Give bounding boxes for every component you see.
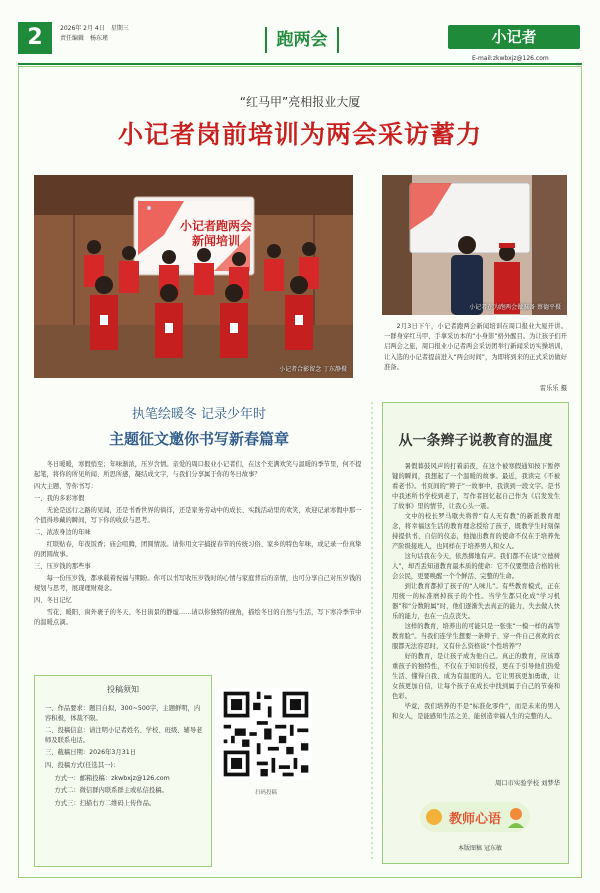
group-photo bbox=[34, 175, 353, 378]
opinion-paragraph: 暑假暮鼓风声的打着前夜，在这个被寒假通知按下暂停键的瞬间，我想起了一个温暖的故事。最近，我读完《不被看老书》。书页间的“辫子”一故事中，我读到一段文字。是书中我述所书学校到老了，写作者回忆起自己作为《启发发生了故事》里的情节，让我心头一震。 bbox=[392, 463, 560, 510]
submission-item: 四、投稿方式(任选其一)： bbox=[45, 761, 120, 769]
opinion-paragraph: 毕竟，我们培养的不是“标准化零件”，而是未来的男人和女人，是能感知生活之美、能创造幸福人生的完整的人。 bbox=[392, 703, 560, 720]
essay-intro: 冬日暖暖，寒假悄至；年味渐浓，压岁含情。亲爱的周口报业小记者们，在这个充满欢笑与温暖的季节里，何不提起笔，将你的所见所闻、所思所感，凝结成文字，与我们分享属于你的冬日故事？ bbox=[34, 461, 362, 478]
interview-photo-illustration bbox=[382, 175, 567, 315]
news-brief: 2月3日下午，小记者跑两会新闻培训在周口报业大厦开讲。一群身穿红马甲、手拿采访本的“小身影”格外醒目。为让孩子们开启两会之旅，周口报业小记者两会采访团举行新闻采访实操培训，让入选的小记者提前进入“两会时间”，为即将到来的正式采访做好准备。 bbox=[384, 323, 567, 371]
submission-item: 二、投稿信息：请注明小记者姓名、学校、班级、辅导老师及联系电话。 bbox=[45, 727, 203, 744]
topic-body: 红联贴春，年夜饭香；庙会喧腾，团圆情浓。请你用文字捕捉春节的传统习俗、家乡的特色年味，或记录一份真挚的团圆故事。 bbox=[34, 541, 362, 558]
group-photo-caption: 小记者合影留念 丁东静摄 bbox=[279, 366, 347, 373]
header-rule bbox=[18, 63, 582, 65]
opinion-paragraph: 这句话我在今天，依然掷地有声。我们都不在谈“立德树人”，却否丢知道教育最本质的使命：它不仅要塑造合格的社会公民，更要唤醒一个个鲜活、完整的生命。 bbox=[392, 553, 560, 580]
screen-subtitle: 新闻培训 bbox=[191, 234, 240, 248]
qr-code-icon[interactable] bbox=[220, 688, 312, 780]
submission-item: 方式三：扫描右方二维码上传作品。 bbox=[54, 799, 156, 807]
opinion-signature: 周口市实验学校 刘梦华 bbox=[495, 780, 560, 787]
topic-heading: 二、浓浓身边的年味 bbox=[34, 529, 91, 536]
submission-item[interactable]: 方式一：邮箱投稿：zkwbxjz@126.com bbox=[54, 774, 170, 782]
topic-body: 雪花、暖阳、窗外裹子的冬天、冬日街景的静谧……请以你独特的视角，描绘冬日的自然与生活，写下寒冷季节中的温暖点滴。 bbox=[34, 609, 362, 626]
interview-photo-caption: 小记者在为跑两会做准备 蔡德平摄 bbox=[469, 304, 561, 311]
page-editor: 本版图稿 冠东敏 bbox=[458, 845, 502, 852]
issue-meta bbox=[60, 24, 129, 44]
submission-item: 一、作品要求：题目自拟，300~500字，主题鲜明，内容积极，体裁不限。 bbox=[45, 705, 201, 722]
topic-heading: 一、我的多彩寒假 bbox=[34, 495, 85, 502]
children-figures bbox=[34, 175, 353, 378]
opinion-title: 从一条辫子说教育的温度 bbox=[398, 433, 553, 449]
back-row bbox=[84, 240, 319, 299]
submission-item: 三、截稿日期：2026年3月31日 bbox=[45, 749, 137, 757]
qr-caption: 扫码投稿 bbox=[254, 790, 277, 796]
opinion-body bbox=[392, 462, 560, 722]
opinion-paragraph: 到让教育都掉了孩子的“人味儿”。有些教育模式，正在用统一的标准磨掉孩子的个性。当学生都只化成“学习机器”和“分数附属”时，他们逐渐失去真正的能力，失去做人快乐的能力，也在一点点丧失。 bbox=[392, 583, 560, 620]
opinion-paragraph: 这样的教育，培养出的可能只是一张张“一模一样的高等教育脸”。当我们连学生想要一条辫子、穿一件自己喜欢的衣服都无法容忍时，又有什么资格谈“个性培养”？ bbox=[392, 623, 560, 650]
issue-editors: 责任编辑 杨东瑾 bbox=[60, 35, 109, 42]
teacher-badge bbox=[420, 800, 530, 834]
screen-title: 小记者跑两会 bbox=[179, 219, 252, 233]
contact-email[interactable]: E-mail:zkwbxjz@126.com bbox=[472, 55, 549, 62]
topic-body: 每一份压岁钱，都承载着祝福与期盼。你可以书写收压岁钱时的心情与家庭背后的亲情，也可分享自己对压岁钱的规划与思考，展现理财观念。 bbox=[34, 575, 362, 592]
submission-title: 投稿须知 bbox=[107, 685, 139, 694]
submission-item: 方式二：微信群内联系群主或私信投稿。 bbox=[54, 787, 168, 795]
page-number: 2 bbox=[18, 22, 52, 54]
topic-heading: 三、压岁钱的那些事 bbox=[34, 563, 91, 570]
essay-prompt: 四大主题，等你书写： bbox=[34, 483, 97, 490]
submission-guidelines bbox=[34, 675, 212, 867]
opinion-paragraph: 好的教育，是让孩子成为他自己。真正的教育，应该尊重孩子的独特性，不仅在于知识传授，更在于引导他们热爱生活、懂得自我、成为有温度的人。它让男孩更加勇敢，让女孩更加自信，让每个孩子在成长中找到属于自己的节奏和色彩。 bbox=[392, 653, 560, 700]
issue-date: 2026年 2月 4日 星期三 bbox=[60, 25, 129, 32]
interview-photo bbox=[382, 175, 567, 315]
essay-title: 主题征文邀你书写新春篇章 bbox=[108, 430, 289, 448]
essay-kicker: 执笔绘暖冬 记录少年时 bbox=[131, 407, 267, 422]
submission-list bbox=[45, 704, 205, 811]
essay-body bbox=[34, 460, 364, 630]
brand-logo: 小记者 bbox=[448, 25, 580, 49]
column-divider bbox=[365, 402, 379, 862]
main-headline: 小记者岗前培训为两会采访蓄力 bbox=[117, 120, 482, 149]
teacher-badge-label: 教师心语 bbox=[448, 812, 501, 827]
headline-kicker: “红马甲”亮相报业大厦 bbox=[239, 95, 361, 109]
opinion-paragraph: 文中的校长罗马歇夫将曾“有人无有教”的新派教育理念，将幸福这生活的教育理念授给了孩子，既教学生时刻保持提供书、自信的仪态，他抛出教育的使命不仅在于培养先产阶级接班人，也同样在于培养男人和女人。 bbox=[392, 513, 560, 550]
section-title: 跑两会 bbox=[265, 27, 339, 53]
brief-byline: 雷乐乐 摄 bbox=[539, 385, 567, 392]
topic-body: 无论是远行之路的见闻，还是书香世界的徜徉，还是家务劳动中的成长、实践活动里的欢笑，欢迎记录寒假中那一个值得珍藏的瞬间，写下你的收获与思考。 bbox=[34, 507, 362, 524]
topic-heading: 四、冬日记忆 bbox=[34, 597, 72, 604]
